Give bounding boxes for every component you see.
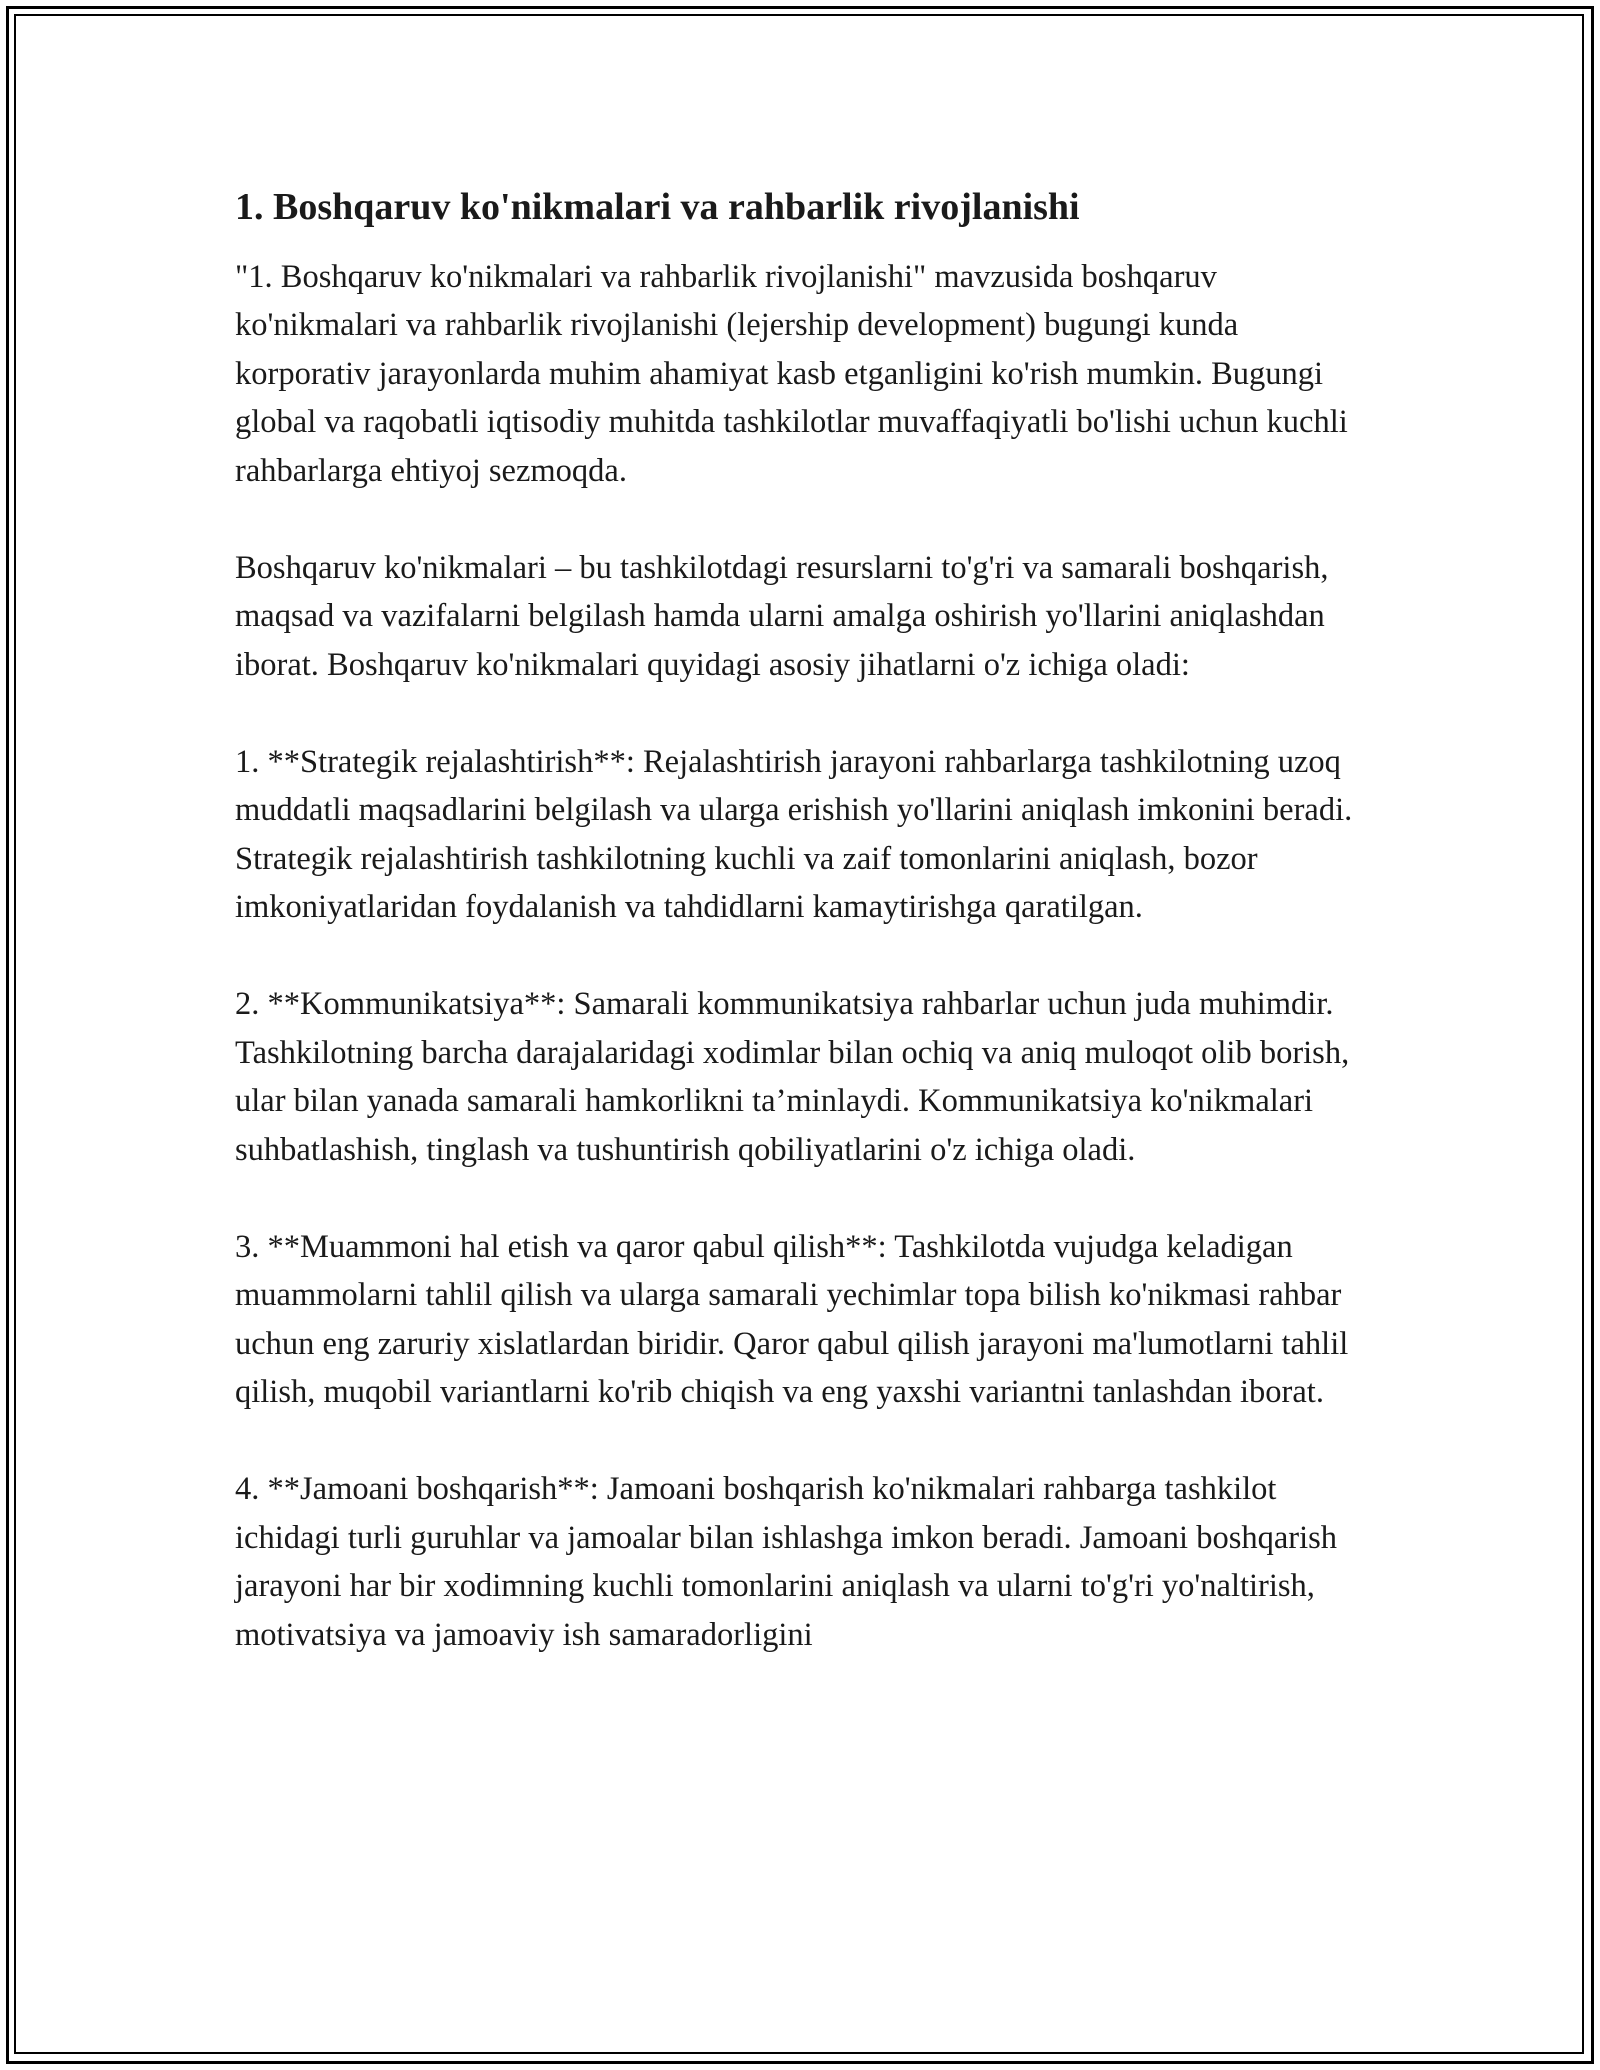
- document-body: [235, 185, 1375, 1659]
- list-item-team-management: 4. **Jamoani boshqarish**: Jamoani boshqarish ko'nikmalari rahbarga tashkilot ichidagi turli guruhlar va jamoalar bilan ishlashga imkon beradi. Jamoani boshqarish jarayoni har bir xodimning kuchli tomonlarini aniqlash va ularni to'g'ri yo'naltirish, motivatsiya va jamoaviy ish samaradorligini: [235, 1471, 1338, 1653]
- document-title: 1. Boshqaruv ko'nikmalari va rahbarlik rivojlanishi: [235, 186, 1080, 228]
- list-item-strategic-planning: 1. **Strategik rejalashtirish**: Rejalashtirish jarayoni rahbarlarga tashkilotning uzoq muddatli maqsadlarini belgilash va ularga erishish yo'llarini aniqlash imkonini beradi. Strategik rejalashtirish tashkilotning kuchli va zaif tomonlarini aniqlash, bozor imkoniyatlaridan foydalanish va tahdidlarni kamaytirishga qaratilgan.: [235, 743, 1353, 926]
- list-item-communication: 2. **Kommunikatsiya**: Samarali kommunikatsiya rahbarlar uchun juda muhimdir. Tashkilotning barcha darajalaridagi xodimlar bilan ochiq va aniq muloqot olib borish, ular bilan yanada samarali hamkorlikni ta’minlaydi. Kommunikatsiya ko'nikmalari suhbatlashish, tinglash va tushuntirish qobiliyatlarini o'z ichiga oladi.: [235, 986, 1350, 1168]
- list-item-problem-solving: 3. **Muammoni hal etish va qaror qabul qilish**: Tashkilotda vujudga keladigan muammolarni tahlil qilish va ularga samarali yechimlar topa bilish ko'nikmasi rahbar uchun eng zaruriy xislatlardan biridir. Qaror qabul qilish jarayoni ma'lumotlarni tahlil qilish, muqobil variantlarni ko'rib chiqish va eng yaxshi variantni tanlashdan iborat.: [235, 1228, 1349, 1411]
- intro-paragraph: "1. Boshqaruv ko'nikmalari va rahbarlik rivojlanishi" mavzusida boshqaruv ko'nikmalari va rahbarlik rivojlanishi (lejership development) bugungi kunda korporativ jarayonlarda muhim ahamiyat kasb etganligini ko'rish mumkin. Bugungi global va raqobatli iqtisodiy muhitda tashkilotlar muvaffaqiyatli bo'lishi uchun kuchli rahbarlarga ehtiyoj sezmoqda.: [235, 258, 1348, 489]
- definition-paragraph: Boshqaruv ko'nikmalari – bu tashkilotdagi resurslarni to'g'ri va samarali boshqarish, maqsad va vazifalarni belgilash hamda ularni amalga oshirish yo'llarini aniqlashdan iborat. Boshqaruv ko'nikmalari quyidagi asosiy jihatlarni o'z ichiga oladi:: [235, 549, 1329, 683]
